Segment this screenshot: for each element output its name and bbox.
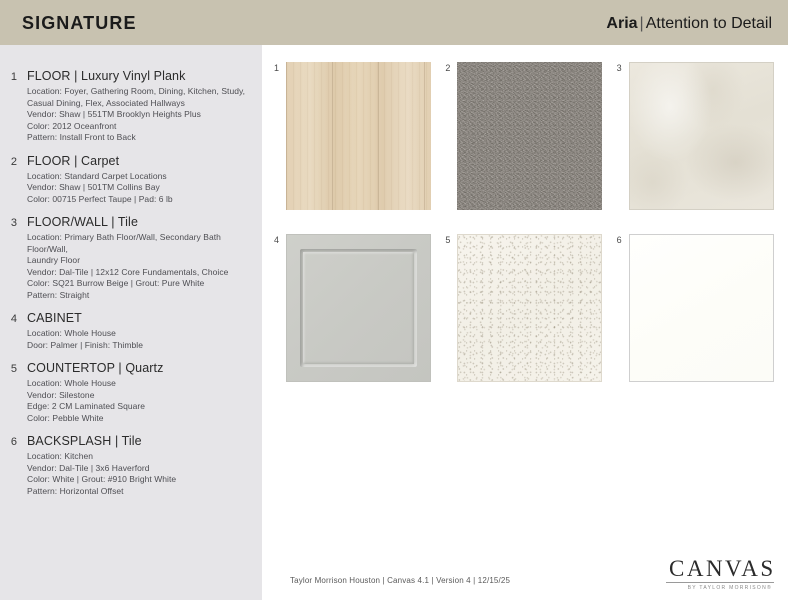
list-item (0, 154, 262, 206)
list-item (0, 69, 262, 144)
spec-detail: Location: Primary Bath Floor/Wall, Secondary Bath Floor/Wall, (27, 232, 221, 254)
plan-name: Aria (606, 15, 638, 32)
plan-tagline: Attention to Detail (645, 15, 772, 32)
logo-divider-rule (666, 582, 774, 583)
spec-title: FLOOR | Luxury Vinyl Plank (27, 69, 186, 83)
cabinet-panel-recess (300, 249, 417, 367)
spec-title: BACKSPLASH | Tile (27, 434, 142, 448)
spec-title: COUNTERTOP | Quartz (27, 361, 164, 375)
swatch-cell-5 (445, 234, 616, 394)
list-item (0, 434, 262, 497)
spec-detail: Color: 2012 Oceanfront (27, 120, 117, 131)
logo-subtitle: BY TAYLOR MORRISON® (687, 585, 772, 591)
swatch-image-backsplash-tile (629, 234, 774, 382)
spec-detail: Laundry Floor (27, 255, 81, 265)
spec-number: 6 (10, 436, 17, 448)
specification-sidebar (0, 45, 262, 600)
spec-detail: Casual Dining, Flex, Associated Hallways (27, 97, 185, 108)
swatch-cell-4 (274, 234, 445, 394)
spec-detail: Location: Standard Carpet Locations (27, 170, 167, 181)
spec-title: FLOOR/WALL | Tile (27, 215, 138, 229)
spec-detail: Vendor: Shaw | 551TM Brooklyn Heights Plus (27, 109, 201, 119)
spec-detail: Color: 00715 Perfect Taupe | Pad: 6 lb (27, 193, 173, 204)
spec-number: 5 (10, 363, 17, 375)
spec-detail: Vendor: Shaw | 501TM Collins Bay (27, 182, 160, 192)
spec-number: 3 (10, 217, 17, 229)
list-item (0, 361, 262, 424)
swatch-image-floor-wall-tile (629, 62, 774, 210)
logo-wordmark: CANVAS (669, 556, 776, 581)
spec-detail: Pattern: Install Front to Back (27, 132, 136, 142)
swatch-cell-1 (274, 62, 445, 222)
swatch-panel (262, 45, 788, 600)
spec-detail: Vendor: Dal-Tile | 3x6 Haverford (27, 462, 150, 473)
swatch-label: 5 (445, 235, 451, 245)
spec-detail: Pattern: Horizontal Offset (27, 485, 124, 496)
spec-title: CABINET (27, 311, 82, 325)
spec-detail: Vendor: Silestone (27, 389, 95, 400)
swatch-label: 1 (274, 63, 280, 73)
canvas-logo (666, 556, 774, 592)
swatch-cell-2 (445, 62, 616, 222)
spec-detail: Color: SQ21 Burrow Beige | Grout: Pure White (27, 278, 205, 288)
list-item (0, 311, 262, 351)
spec-detail: Location: Kitchen (27, 451, 94, 461)
page-title: SIGNATURE (22, 13, 137, 33)
page-header (0, 0, 788, 45)
swatch-label: 2 (445, 63, 451, 73)
plan-identifier (606, 14, 772, 34)
swatch-label: 4 (274, 235, 280, 245)
swatch-image-cabinet-door (286, 234, 431, 382)
spec-detail: Edge: 2 CM Laminated Square (27, 401, 146, 411)
spec-detail: Location: Whole House (27, 378, 116, 388)
list-item (0, 215, 262, 301)
spec-detail: Color: White | Grout: #910 Bright White (27, 474, 177, 484)
header-divider: | (639, 15, 644, 32)
swatch-row (274, 62, 788, 222)
spec-detail: Door: Palmer | Finish: Thimble (27, 339, 143, 350)
swatch-label: 3 (616, 63, 622, 73)
spec-number: 1 (10, 71, 17, 83)
swatch-row (274, 234, 788, 394)
swatch-image-quartz-countertop (457, 234, 602, 382)
swatch-cell-6 (617, 234, 788, 394)
footer-meta-text: Taylor Morrison Houston | Canvas 4.1 | Version 4 | 12/15/25 (290, 576, 511, 585)
spec-title: FLOOR | Carpet (27, 153, 120, 168)
swatch-cell-3 (617, 62, 788, 222)
swatch-image-luxury-vinyl-plank (286, 62, 431, 210)
spec-detail: Vendor: Dal-Tile | 12x12 Core Fundamentals, Choice (27, 266, 229, 277)
spec-number: 4 (10, 313, 17, 325)
swatch-label: 6 (616, 235, 622, 245)
swatch-image-carpet (457, 62, 602, 210)
cabinet-panel-face (303, 252, 414, 364)
spec-number: 2 (10, 155, 17, 168)
spec-detail: Color: Pebble White (27, 412, 104, 423)
spec-detail: Pattern: Straight (27, 289, 90, 300)
spec-detail: Location: Foyer, Gathering Room, Dining, Kitchen, Study, (27, 86, 246, 96)
spec-detail: Location: Whole House (27, 328, 116, 338)
swatch-grid (274, 62, 788, 406)
specification-list (0, 69, 262, 507)
